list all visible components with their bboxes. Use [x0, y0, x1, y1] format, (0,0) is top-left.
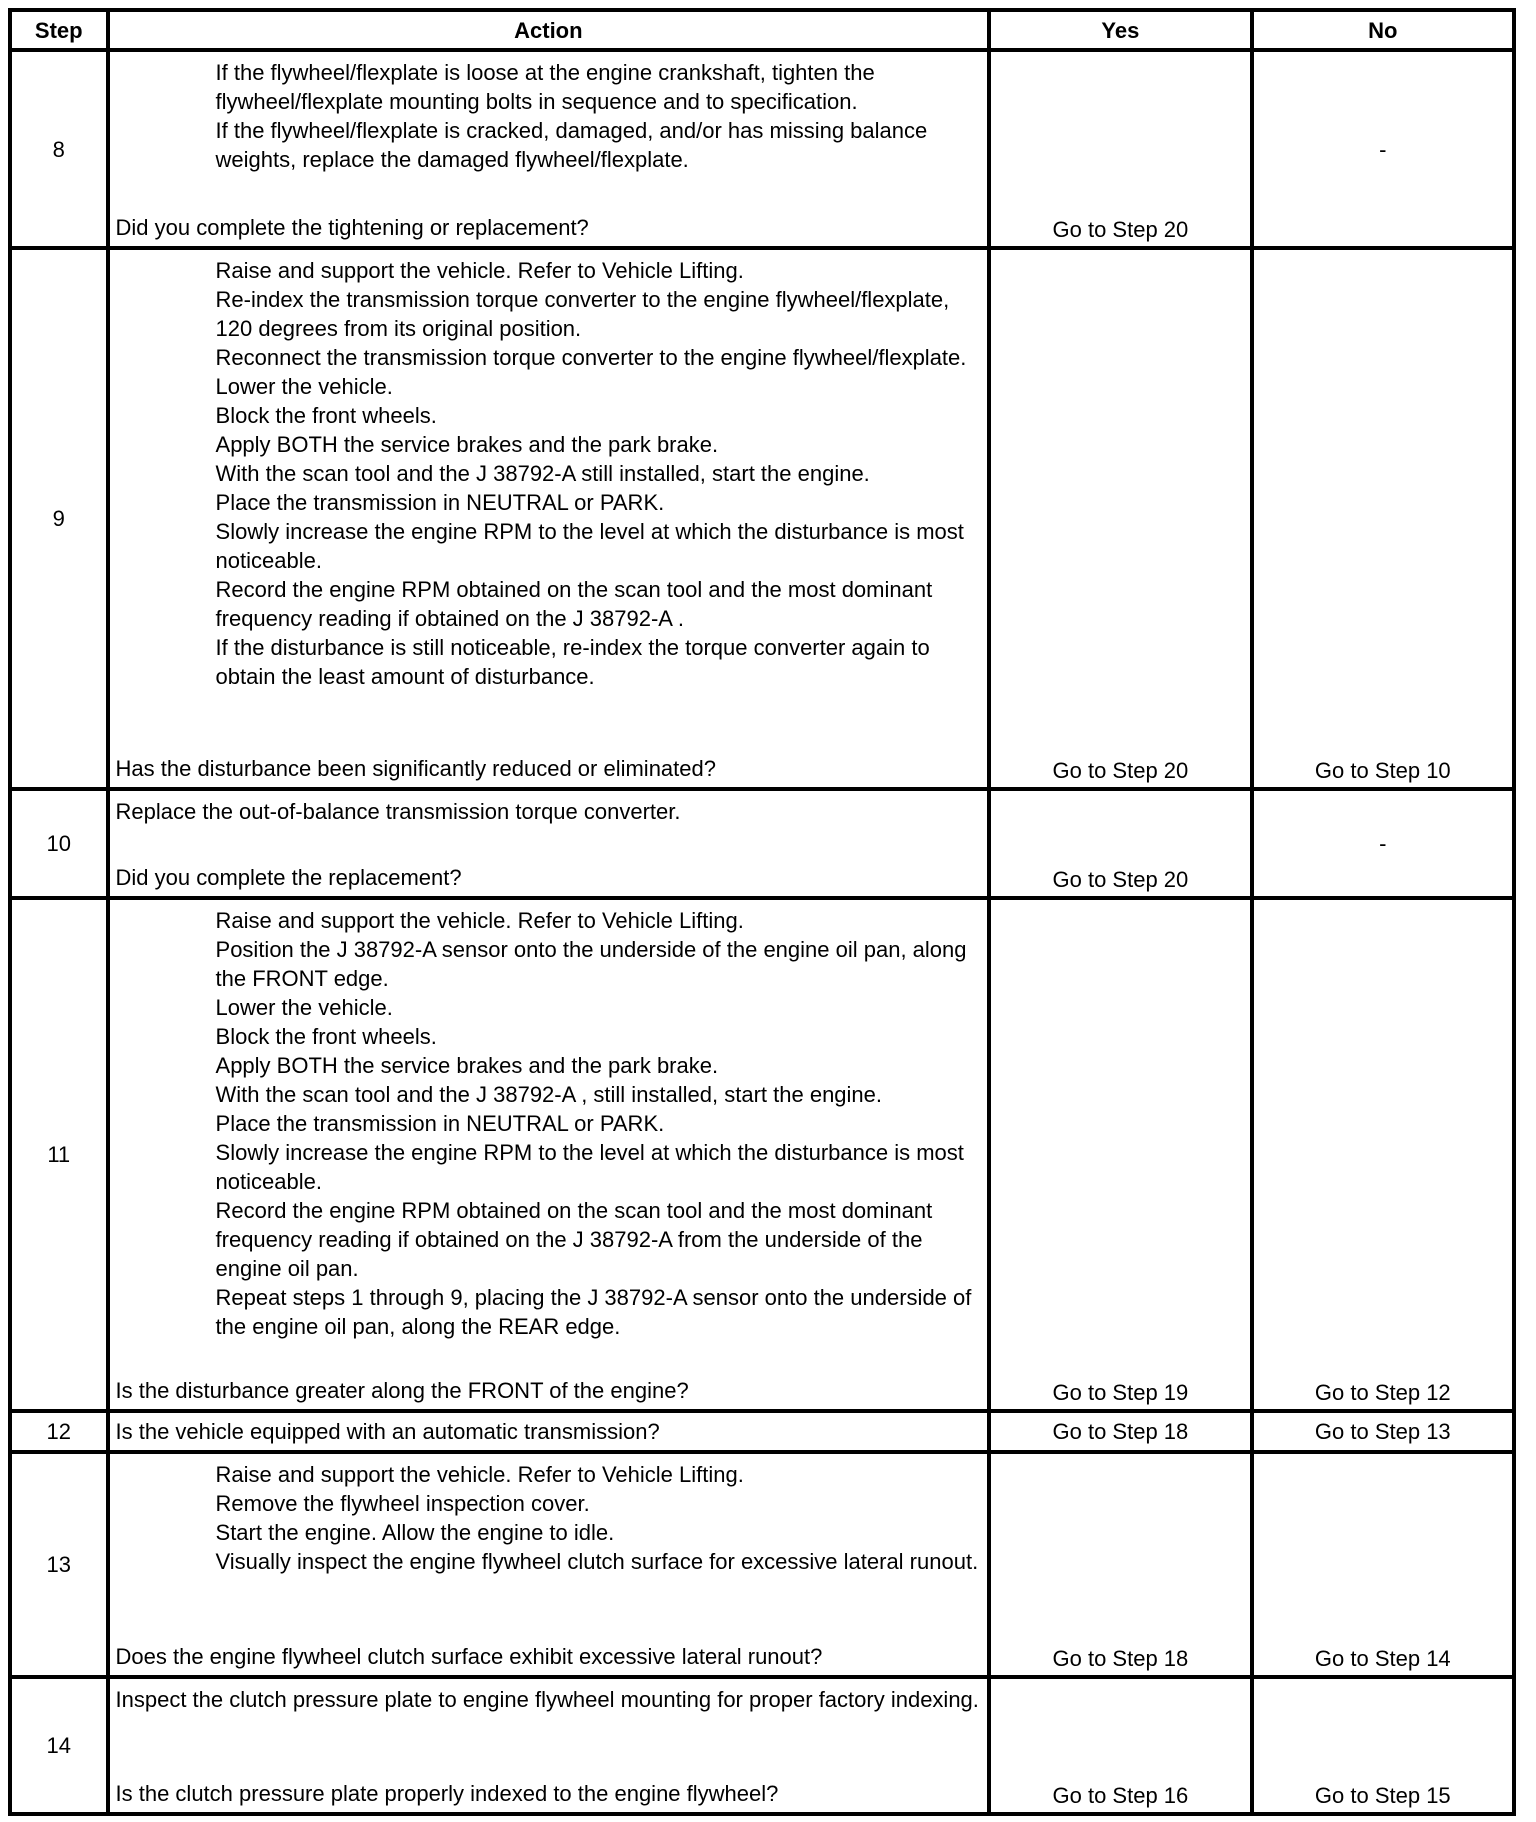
action-step: Re-index the transmission torque converter to the engine flywheel/flexplate, 120 degrees from its original position. — [215, 287, 950, 341]
no-result: Go to Step 10 — [1314, 758, 1451, 783]
action-step: Block the front wheels. — [215, 1024, 437, 1049]
no-cell — [1252, 789, 1514, 898]
action-step: Slowly increase the engine RPM to the level at which the disturbance is most noticeable. — [215, 519, 964, 573]
action-step: Visually inspect the engine flywheel clutch surface for excessive lateral runout. — [215, 1549, 979, 1574]
table-row — [10, 248, 1514, 789]
yes-result: Go to Step 16 — [1052, 1783, 1189, 1808]
yes-cell — [989, 789, 1251, 898]
no-result: - — [1379, 831, 1387, 856]
yes-result: Go to Step 20 — [1052, 758, 1189, 783]
action-question: Did you complete the tightening or replacement? — [115, 215, 589, 240]
action-step: Position the J 38792-A sensor onto the underside of the engine oil pan, along the FRONT edge. — [215, 937, 967, 991]
action-step: If the flywheel/flexplate is loose at the engine crankshaft, tighten the flywheel/flexplate mounting bolts in sequence and to specification. — [215, 60, 875, 114]
table-row — [10, 1411, 1514, 1452]
action-cell — [108, 1452, 990, 1677]
no-cell — [1252, 50, 1514, 248]
step-number: 13 — [10, 1452, 108, 1677]
action-steps — [116, 1460, 982, 1576]
action-step: Record the engine RPM obtained on the scan tool and the most dominant frequency reading if obtained on the J 38792-A . — [215, 577, 933, 631]
header-action: Action — [108, 10, 990, 50]
action-cell — [108, 248, 990, 789]
no-cell — [1252, 898, 1514, 1411]
header-row — [10, 10, 1514, 50]
yes-cell — [989, 50, 1251, 248]
step-number: 9 — [10, 248, 108, 789]
yes-cell — [989, 898, 1251, 1411]
action-question: Is the disturbance greater along the FRONT of the engine? — [115, 1378, 689, 1403]
action-step: Place the transmission in NEUTRAL or PARK. — [215, 1111, 665, 1136]
yes-result: Go to Step 20 — [1052, 217, 1189, 242]
action-step: Raise and support the vehicle. Refer to Vehicle Lifting. — [215, 258, 744, 283]
action-step: Remove the flywheel inspection cover. — [215, 1491, 590, 1516]
no-result: Go to Step 13 — [1252, 1411, 1514, 1452]
no-result: Go to Step 12 — [1314, 1380, 1451, 1405]
no-cell — [1252, 248, 1514, 789]
table-row — [10, 1452, 1514, 1677]
action-steps — [116, 906, 982, 1341]
yes-result: Go to Step 18 — [989, 1411, 1251, 1452]
no-result: Go to Step 15 — [1314, 1783, 1451, 1808]
yes-cell — [989, 1452, 1251, 1677]
action-step: If the flywheel/flexplate is cracked, damaged, and/or has missing balance weights, replace the damaged flywheel/flexplate. — [215, 118, 928, 172]
action-step: With the scan tool and the J 38792-A , still installed, start the engine. — [215, 1082, 883, 1107]
table-row — [10, 50, 1514, 248]
no-result: - — [1379, 136, 1387, 162]
table-row — [10, 1677, 1514, 1814]
yes-cell — [989, 248, 1251, 789]
header-no: No — [1252, 10, 1514, 50]
no-result: Go to Step 14 — [1314, 1646, 1451, 1671]
table-row — [10, 898, 1514, 1411]
no-cell — [1252, 1677, 1514, 1814]
action-paragraph: Replace the out-of-balance transmission torque converter. — [115, 799, 681, 824]
header-step: Step — [10, 10, 108, 50]
action-question: Is the clutch pressure plate properly indexed to the engine flywheel? — [115, 1781, 779, 1806]
action-step: Block the front wheels. — [215, 403, 437, 428]
action-question: Is the vehicle equipped with an automatic transmission? — [108, 1411, 990, 1452]
action-cell — [108, 50, 990, 248]
header-yes: Yes — [989, 10, 1251, 50]
yes-result: Go to Step 18 — [1052, 1646, 1189, 1671]
step-number: 8 — [10, 50, 108, 248]
action-cell — [108, 1677, 990, 1814]
action-question: Has the disturbance been significantly reduced or eliminated? — [115, 756, 716, 781]
action-step: If the disturbance is still noticeable, re-index the torque converter again to obtain the least amount of disturbance. — [215, 635, 930, 689]
action-step: Raise and support the vehicle. Refer to Vehicle Lifting. — [215, 1462, 744, 1487]
action-question: Does the engine flywheel clutch surface exhibit excessive lateral runout? — [115, 1644, 823, 1669]
action-steps — [116, 58, 982, 174]
no-cell — [1252, 1452, 1514, 1677]
step-number: 12 — [10, 1411, 108, 1452]
yes-cell — [989, 1677, 1251, 1814]
action-cell — [108, 789, 990, 898]
action-step: Slowly increase the engine RPM to the level at which the disturbance is most noticeable. — [215, 1140, 964, 1194]
action-step: Apply BOTH the service brakes and the park brake. — [215, 432, 719, 457]
yes-result: Go to Step 19 — [1052, 1380, 1189, 1405]
yes-result: Go to Step 20 — [1052, 867, 1189, 892]
step-number: 11 — [10, 898, 108, 1411]
step-number: 14 — [10, 1677, 108, 1814]
step-number: 10 — [10, 789, 108, 898]
troubleshooting-table — [8, 8, 1516, 1816]
action-steps — [116, 256, 982, 691]
action-step: Start the engine. Allow the engine to idle. — [215, 1520, 615, 1545]
action-step: Raise and support the vehicle. Refer to Vehicle Lifting. — [215, 908, 744, 933]
action-step: Record the engine RPM obtained on the scan tool and the most dominant frequency reading if obtained on the J 38792-A from the underside of the engine oil pan. — [215, 1198, 933, 1281]
action-step: Lower the vehicle. — [215, 374, 393, 399]
action-paragraph: Inspect the clutch pressure plate to engine flywheel mounting for proper factory indexing. — [115, 1687, 979, 1712]
action-step: Lower the vehicle. — [215, 995, 393, 1020]
action-step: Reconnect the transmission torque converter to the engine flywheel/flexplate. — [215, 345, 967, 370]
action-step: Repeat steps 1 through 9, placing the J 38792-A sensor onto the underside of the engine oil pan, along the REAR edge. — [215, 1285, 972, 1339]
table-row — [10, 789, 1514, 898]
action-step: Apply BOTH the service brakes and the park brake. — [215, 1053, 719, 1078]
action-step: With the scan tool and the J 38792-A still installed, start the engine. — [215, 461, 870, 486]
action-question: Did you complete the replacement? — [115, 865, 462, 890]
action-step: Place the transmission in NEUTRAL or PARK. — [215, 490, 665, 515]
action-cell — [108, 898, 990, 1411]
